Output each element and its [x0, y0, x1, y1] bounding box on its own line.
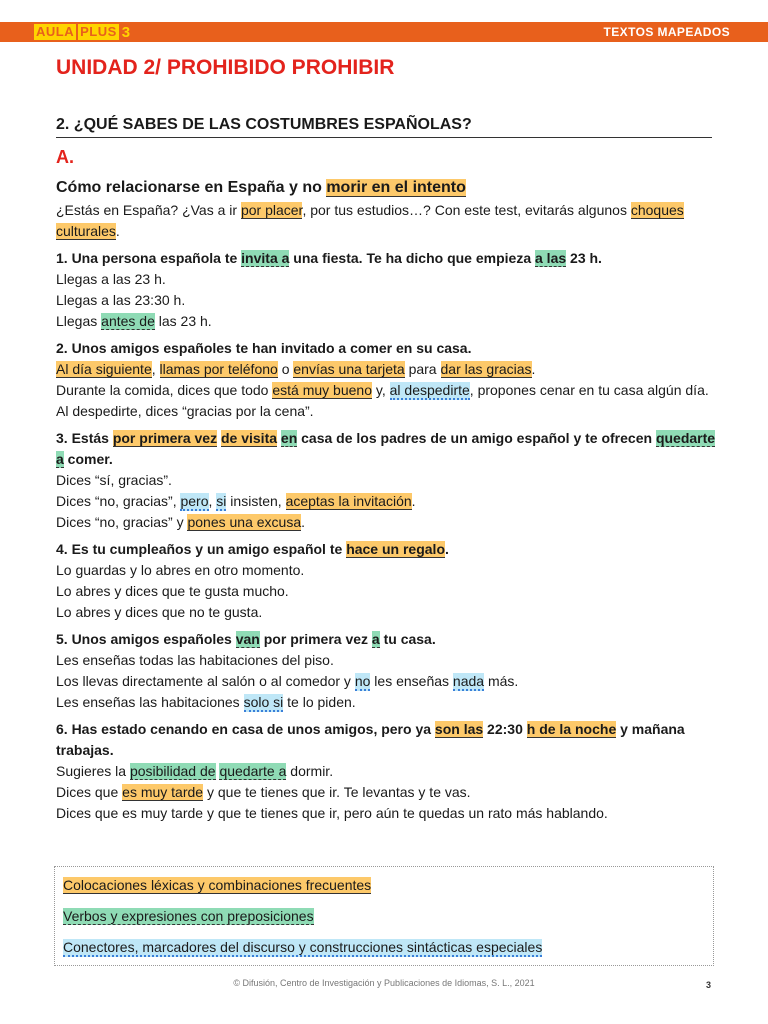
copyright-footer: © Difusión, Centro de Investigación y Publicaciones de Idiomas, S. L., 2021	[233, 978, 535, 988]
option: Los llevas directamente al salón o al comedor y no les enseñas nada más.	[56, 673, 519, 689]
option: Llegas a las 23 h.	[56, 271, 166, 287]
option: Dices “sí, gracias”.	[56, 472, 172, 488]
page-number: 3	[706, 980, 712, 990]
question-5: 5. Unos amigos españoles van por primera vez a tu casa. Les enseñas todas las habitaciones del piso. Los llevas directamente al salón o al comedor y no les enseñas nada más. Les enseñas las habitaciones solo si te lo piden.	[56, 629, 716, 713]
option: Dices que es muy tarde y que te tienes que ir, pero aún te quedas un rato más hablando.	[56, 805, 608, 821]
section-label: TEXTOS MAPEADOS	[603, 25, 730, 39]
test-title: Cómo relacionarse en España y no morir en el intento	[56, 179, 466, 196]
option: Al día siguiente, llamas por teléfono o envías una tarjeta para dar las gracias.	[56, 361, 536, 377]
exercise-letter: A.	[56, 147, 74, 167]
option: Les enseñas las habitaciones solo si te lo piden.	[56, 694, 356, 710]
question-2: 2. Unos amigos españoles te han invitado a comer en su casa. Al día siguiente, llamas por teléfono o envías una tarjeta para dar las gracias. Durante la comida, dices que todo está muy bueno y, al despedirte, propones cenar en tu casa algún día. Al despedirte, dices “gracias por la cena”.	[56, 338, 716, 422]
option: Sugieres la posibilidad de quedarte a dormir.	[56, 763, 334, 779]
logo-plus: PLUS	[80, 24, 117, 39]
option: Al despedirte, dices “gracias por la cena”.	[56, 403, 314, 419]
option: Lo abres y dices que te gusta mucho.	[56, 583, 289, 599]
option: Dices que es muy tarde y que te tienes que ir. Te levantas y te vas.	[56, 784, 471, 800]
legend-prepositions: Verbos y expresiones con preposiciones	[63, 908, 314, 924]
option: Les enseñas todas las habitaciones del piso.	[56, 652, 334, 668]
question-1: 1. Una persona española te invita a una fiesta. Te ha dicho que empieza a las 23 h. Llegas a las 23 h. Llegas a las 23:30 h. Llegas antes de las 23 h.	[56, 248, 716, 332]
option: Lo abres y dices que no te gusta.	[56, 604, 263, 620]
top-bar	[0, 22, 768, 42]
option: Dices “no, gracias”, pero, si insisten, aceptas la invitación.	[56, 493, 416, 509]
highlight-legend	[54, 866, 714, 966]
question-3: 3. Estás por primera vez de visita en casa de los padres de un amigo español y te ofrecen quedarte a comer. Dices “sí, gracias”. Dices “no, gracias”, pero, si insisten, aceptas la invitación. Dices “no, gracias” y pones una excusa.	[56, 428, 716, 533]
option: Dices “no, gracias” y pones una excusa.	[56, 514, 306, 530]
legend-collocations: Colocaciones léxicas y combinaciones frecuentes	[63, 877, 372, 893]
test-body	[56, 176, 716, 824]
logo-number: 3	[121, 23, 131, 41]
option: Llegas a las 23:30 h.	[56, 292, 186, 308]
section-title: 2. ¿QUÉ SABES DE LAS COSTUMBRES ESPAÑOLAS?	[56, 116, 712, 138]
question-4: 4. Es tu cumpleaños y un amigo español te hace un regalo. Lo guardas y lo abres en otro momento. Lo abres y dices que te gusta mucho. Lo abres y dices que no te gusta.	[56, 539, 716, 623]
aula-plus-logo	[34, 24, 131, 40]
intro: ¿Estás en España? ¿Vas a ir por placer, por tus estudios…? Con este test, evitarás algunos choques culturales.	[56, 202, 684, 239]
question-6: 6. Has estado cenando en casa de unos amigos, pero ya son las 22:30 h de la noche y mañana trabajas. Sugieres la posibilidad de quedarte a dormir. Dices que es muy tarde y que te tienes que ir. Te levantas y te vas. Dices que es muy tarde y que te tienes que ir, pero aún te quedas un rato más hablando.	[56, 719, 716, 824]
legend-connectors: Conectores, marcadores del discurso y construcciones sintácticas especiales	[63, 939, 543, 955]
option: Durante la comida, dices que todo está muy bueno y, al despedirte, propones cenar en tu casa algún día.	[56, 382, 709, 398]
unit-title: UNIDAD 2/ PROHIBIDO PROHIBIR	[56, 56, 395, 79]
option: Lo guardas y lo abres en otro momento.	[56, 562, 305, 578]
logo-aula: AULA	[36, 24, 75, 39]
option: Llegas antes de las 23 h.	[56, 313, 212, 329]
